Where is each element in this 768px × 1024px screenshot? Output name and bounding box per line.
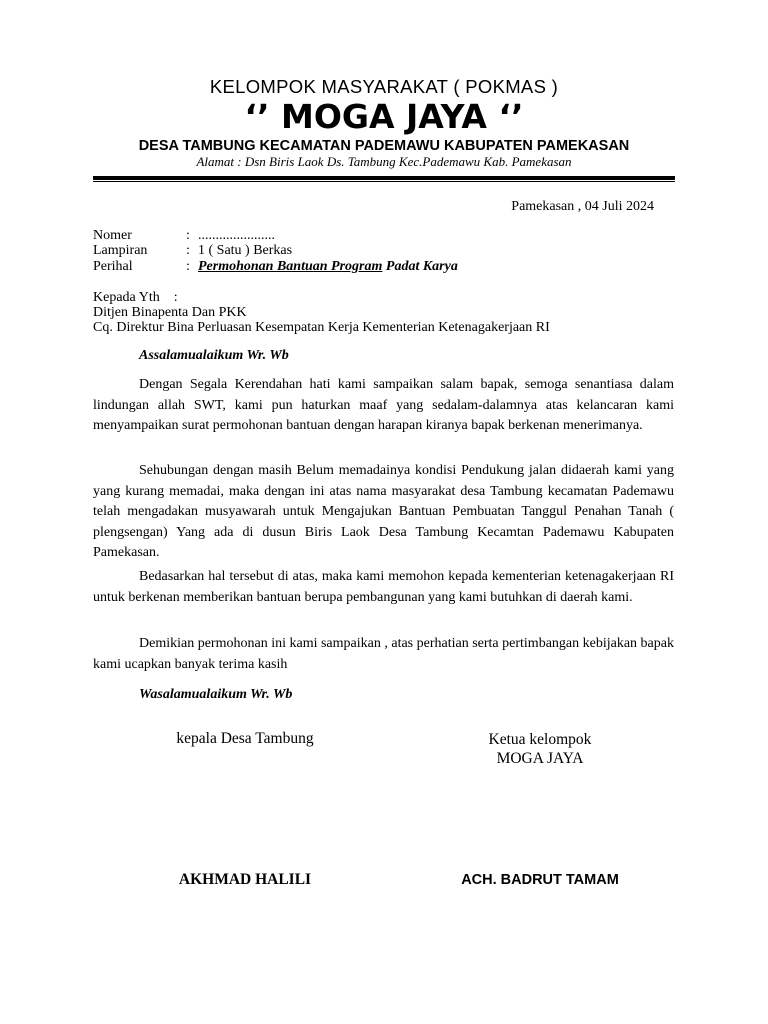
nomor-label: Nomer — [93, 228, 132, 243]
nomor-value: ...................... — [198, 228, 275, 243]
letterhead-address: Alamat : Dsn Biris Laok Ds. Tambung Kec.Pademawu Kab. Pamekasan — [196, 154, 572, 169]
letter-date: Pamekasan , 04 Juli 2024 — [511, 199, 654, 214]
signature-right-role: Ketua kelompok — [488, 731, 592, 748]
perihal-colon: : — [186, 259, 190, 274]
recipient-attention: Cq. Direktur Bina Perluasan Kesempatan Kerja Kementerian Ketenagakerjaan RI — [93, 320, 550, 335]
paragraph-3: Bedasarkan hal tersebut di atas, maka kami memohon kepada kementerian ketenagakerjaan RI untuk berkenan memberikan bantuan berupa pembangunan yang kami butuhkan di daerah kami. — [93, 569, 674, 605]
letterhead-divider-thin — [93, 181, 675, 182]
lampiran-value: 1 ( Satu ) Berkas — [198, 243, 293, 258]
lampiran-colon: : — [186, 243, 190, 258]
signature-left-title: kepala Desa Tambung — [176, 730, 314, 747]
recipient-heading: Kepada Yth : — [93, 290, 178, 305]
letterhead-org-type: KELOMPOK MASYARAKAT ( POKMAS ) — [209, 76, 559, 97]
signatory-left-name: AKHMAD HALILI — [178, 871, 312, 888]
letterhead-org-name: ‘’ MOGA JAYA ‘’ — [244, 97, 524, 136]
signature-right-title — [440, 730, 640, 768]
paragraph-4: Demikian permohonan ini kami sampaikan , atas perhatian serta pertimbangan kebijakan bapak kami ucapkan banyak terima kasih — [93, 636, 674, 672]
signature-right-group: MOGA JAYA — [496, 750, 584, 767]
recipient-name: Ditjen Binapenta Dan PKK — [93, 305, 247, 320]
letterhead-divider-thick — [93, 176, 675, 180]
greeting-close: Wasalamualaikum Wr. Wb — [139, 687, 293, 702]
signatory-right-name: ACH. BADRUT TAMAM — [461, 872, 619, 888]
paragraph-2: Sehubungan dengan masih Belum memadainya kondisi Pendukung jalan didaerah kami yang yang kurang memadai, maka dengan ini atas nama masyarakat desa Tambung kecamatan Pademawu telah mengadakan musyawarah untuk Mengajukan Bantuan Pembuatan Tanggul Penahan Tanah ( plengsengan) Yang ada di dusun Biris Laok Desa Tambung Kecamtan Pademawu Kabupaten Pamekasan. — [93, 463, 674, 560]
perihal-value-rest: Padat Karya — [382, 259, 458, 274]
perihal-label: Perihal — [93, 259, 133, 274]
letterhead-location: DESA TAMBUNG KECAMATAN PADEMAWU KABUPATEN PAMEKASAN — [138, 138, 630, 154]
nomor-colon: : — [186, 228, 190, 243]
perihal-value — [198, 259, 458, 275]
perihal-value-underlined: Permohonan Bantuan Program — [198, 259, 383, 274]
paragraph-1: Dengan Segala Kerendahan hati kami sampaikan salam bapak, semoga senantiasa dalam lindungan allah SWT, kami pun haturkan maaf yang sedalam-dalamnya atas kelancaran kami menyampaikan surat permohonan bantuan dengan harapan kiranya bapak berkenan menerimanya. — [93, 377, 674, 433]
lampiran-label: Lampiran — [93, 243, 148, 258]
greeting-open: Assalamualaikum Wr. Wb — [139, 348, 289, 363]
